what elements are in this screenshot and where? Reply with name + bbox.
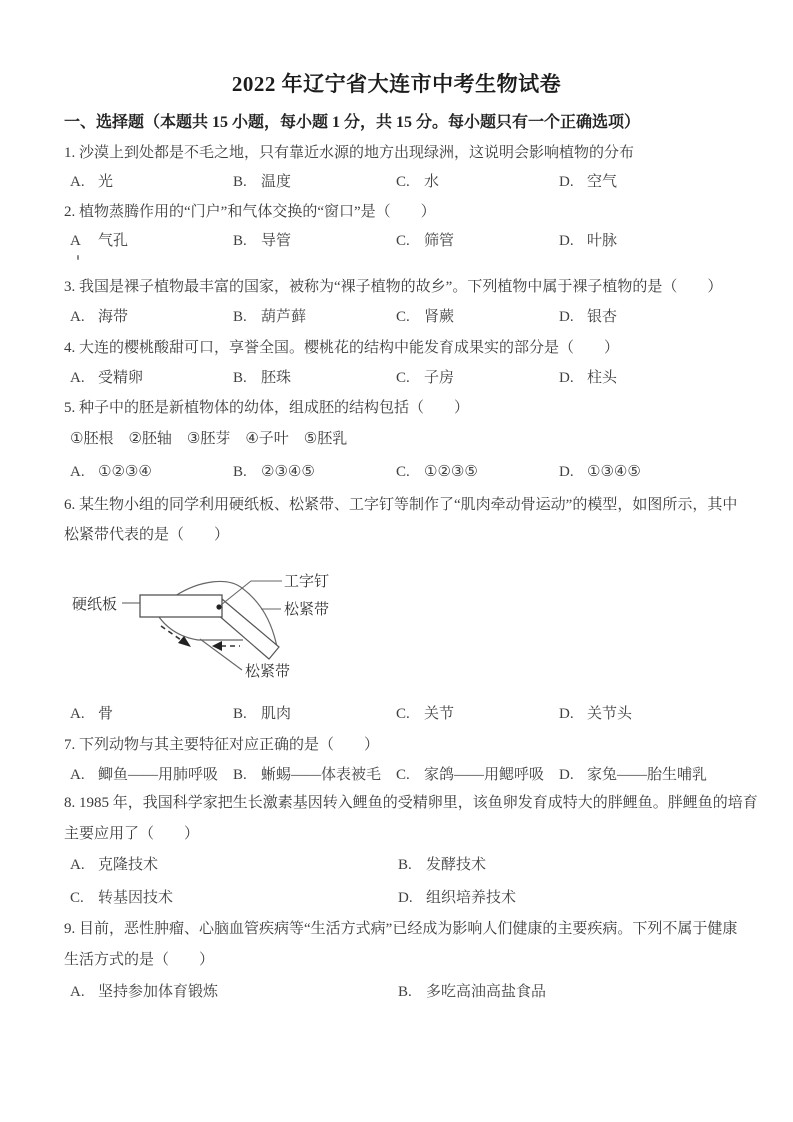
pin-label: 工字钉 — [284, 574, 330, 590]
option-a: A. 鲫鱼——用肺呼吸 — [70, 767, 219, 783]
question-2-text: 2. 植物蒸腾作用的“门户”和气体交换的“窗口”是（ ） — [64, 204, 436, 220]
option-c: C. 筛管 — [396, 233, 455, 249]
option-a: A. ①②③④ — [70, 464, 152, 480]
question-9-options — [70, 982, 546, 1002]
option-c: C. 水 — [396, 174, 440, 190]
question-3-options — [70, 307, 617, 327]
question-8-text-line2: 主要应用了（ ） — [64, 826, 200, 842]
option-b: B. ②③④⑤ — [233, 464, 315, 480]
cardboard-rect — [140, 595, 222, 617]
question-2-options — [70, 231, 617, 251]
option-a: A. 光 — [70, 174, 114, 190]
option-a: A. 坚持参加体育锻炼 — [70, 984, 219, 1000]
option-b: B. 温度 — [233, 174, 292, 190]
option-c: C. 子房 — [396, 370, 455, 386]
option-c: C. 肾蕨 — [396, 309, 455, 325]
elastic-band-right-label: 松紧带 — [284, 602, 330, 618]
question-7-text: 7. 下列动物与其主要特征对应正确的是（ ） — [64, 737, 380, 753]
option-d: D. 空气 — [559, 174, 618, 190]
option-c: C. ①②③⑤ — [396, 464, 478, 480]
option-c: C. 转基因技术 — [70, 890, 174, 906]
model-arm-board — [217, 599, 279, 659]
question-6-text-line1: 6. 某生物小组的同学利用硬纸板、松紧带、工字钉等制作了“肌肉牵动骨运动”的模型，如图所示，其中 — [64, 497, 738, 513]
option-a: A. 海带 — [70, 309, 129, 325]
question-8-text-line1: 8. 1985 年，我国科学家把生长激素基因转入鲤鱼的受精卵里，该鱼卵发育成特大的胖鲤鱼。胖鲤鱼的培育 — [64, 795, 758, 811]
question-3-text: 3. 我国是裸子植物最丰富的国家，被称为“裸子植物的故乡”。下列植物中属于裸子植物的是（ ） — [64, 279, 723, 295]
option-a: A. 骨 — [70, 706, 114, 722]
question-4-options — [70, 368, 617, 388]
option-d: D. 关节头 — [559, 706, 633, 722]
option-d: D. 组织培养技术 — [398, 890, 517, 906]
scan-speck-artifact — [77, 255, 79, 260]
question-4-text: 4. 大连的樱桃酸甜可口，享誉全国。樱桃花的结构中能发育成果实的部分是（ ） — [64, 340, 620, 356]
board-label: 硬纸板 — [72, 597, 118, 613]
option-a: A 气孔 — [70, 233, 129, 249]
question-7-options — [70, 765, 707, 785]
option-c: C. 家鸽——用鳃呼吸 — [396, 767, 545, 783]
section-heading: 一、选择题（本题共 15 小题，每小题 1 分，共 15 分。每小题只有一个正确选项） — [64, 114, 641, 131]
option-b: B. 多吃高油高盐食品 — [398, 984, 547, 1000]
elastic-band-bottom-label: 松紧带 — [245, 664, 291, 680]
question-6-text-line2: 松紧带代表的是（ ） — [64, 527, 230, 543]
option-b: B. 导管 — [233, 233, 292, 249]
question-5-text: 5. 种子中的胚是新植物体的幼体，组成胚的结构包括（ ） — [64, 400, 470, 416]
pin-label-line — [221, 581, 282, 605]
option-a: A. 克隆技术 — [70, 857, 159, 873]
option-d: D. ①③④⑤ — [559, 464, 641, 480]
option-b: B. 发酵技术 — [398, 857, 487, 873]
exam-title: 2022 年辽宁省大连市中考生物试卷 — [231, 72, 562, 96]
question-9-text-line1: 9. 目前，恶性肿瘤、心脑血管疾病等“生活方式病”已经成为影响人们健康的主要疾病。下列不属于健康 — [64, 921, 738, 937]
push-pin-dot — [216, 604, 221, 609]
option-d: D. 银杏 — [559, 309, 618, 325]
option-b: B. 葫芦藓 — [233, 309, 307, 325]
option-b: B. 蜥蜴——体表被毛 — [233, 767, 382, 783]
question-5-options — [70, 462, 641, 482]
option-a: A. 受精卵 — [70, 370, 144, 386]
muscle-bone-model-diagram — [60, 560, 400, 695]
option-b: B. 胚珠 — [233, 370, 292, 386]
option-c: C. 关节 — [396, 706, 455, 722]
option-d: D. 叶脉 — [559, 233, 618, 249]
question-1-options — [70, 172, 617, 192]
option-d: D. 家兔——胎生哺乳 — [559, 767, 708, 783]
option-b: B. 肌肉 — [233, 706, 292, 722]
question-1-text: 1. 沙漠上到处都是不毛之地，只有靠近水源的地方出现绿洲，这说明会影响植物的分布 — [64, 145, 635, 161]
question-5-items: ①胚根 ②胚轴 ③胚芽 ④子叶 ⑤胚乳 — [70, 431, 348, 447]
question-8-options-row1 — [70, 855, 486, 875]
option-d: D. 柱头 — [559, 370, 618, 386]
question-9-text-line2: 生活方式的是（ ） — [64, 952, 215, 968]
question-6-options — [70, 704, 632, 724]
question-8-options-row2 — [70, 888, 516, 908]
